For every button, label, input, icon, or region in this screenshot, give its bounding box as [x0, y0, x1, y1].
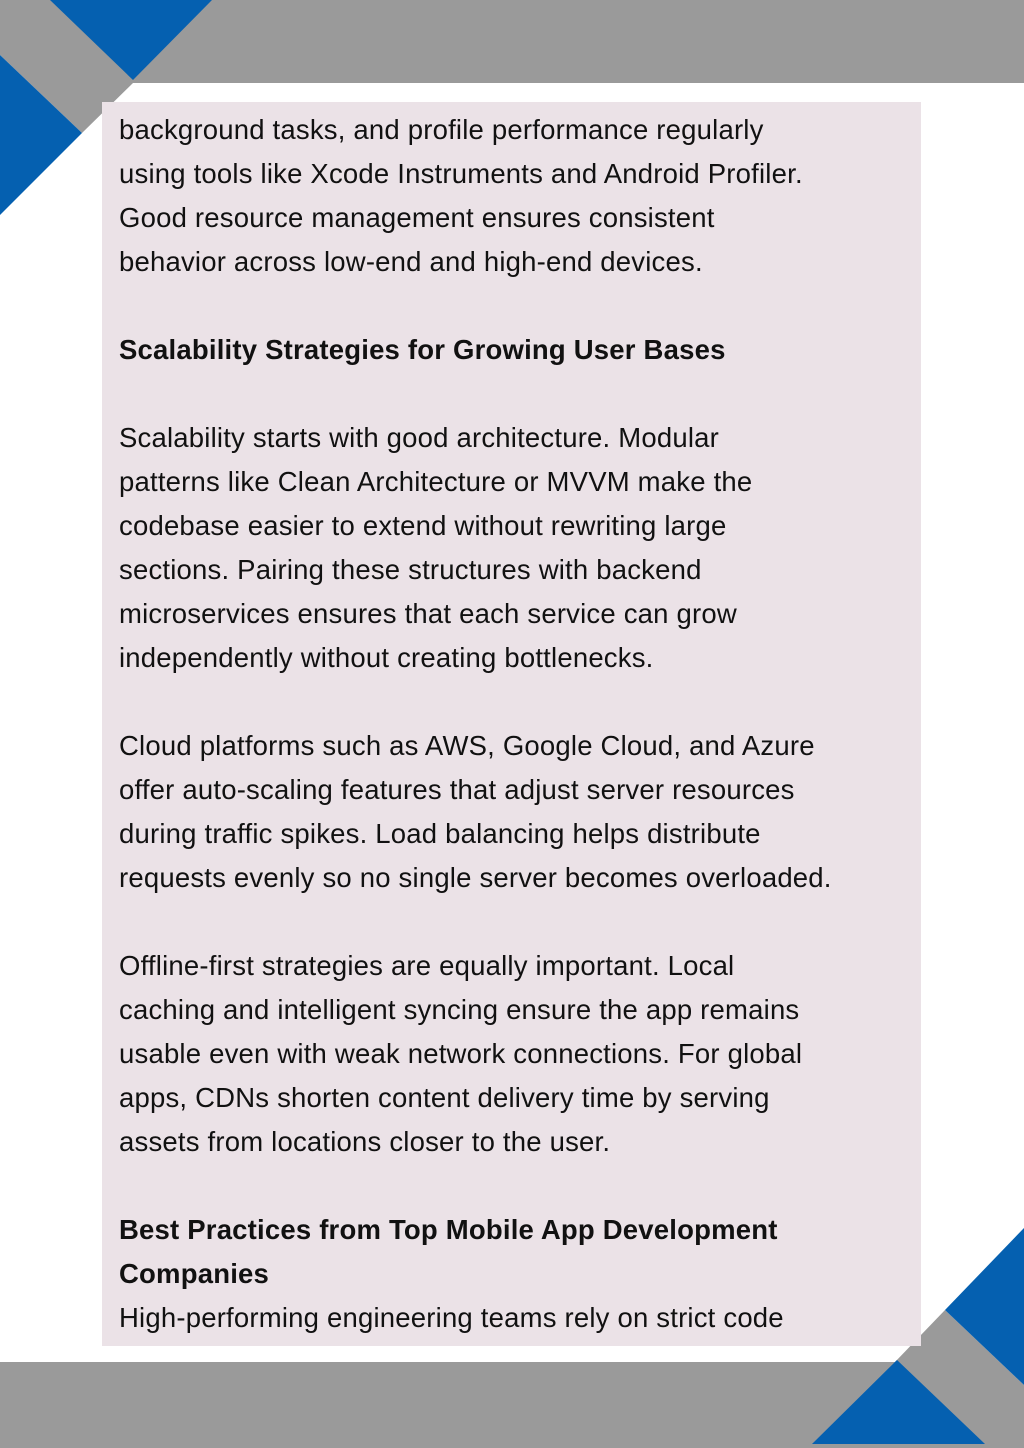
section-heading: Companies: [119, 1258, 270, 1289]
paragraph-line: using tools like Xcode Instruments and Android Profiler.: [119, 158, 803, 189]
section-heading: Scalability Strategies for Growing User Bases: [119, 334, 726, 365]
paragraph-line: Cloud platforms such as AWS, Google Cloud, and Azure: [119, 730, 815, 761]
paragraph-line: apps, CDNs shorten content delivery time by serving: [119, 1082, 770, 1113]
paragraph-line: independently without creating bottlenecks.: [119, 642, 654, 673]
article-text: [119, 108, 919, 1340]
paragraph-line: patterns like Clean Architecture or MVVM make the: [119, 466, 753, 497]
blank-line: [119, 680, 919, 724]
paragraph-line: offer auto-scaling features that adjust server resources: [119, 774, 795, 805]
paragraph-line: assets from locations closer to the user.: [119, 1126, 611, 1157]
paragraph-line: High-performing engineering teams rely on strict code: [119, 1302, 784, 1333]
paragraph-line: Offline-first strategies are equally important. Local: [119, 950, 735, 981]
paragraph-line: microservices ensures that each service can grow: [119, 598, 737, 629]
blank-line: [119, 1164, 919, 1208]
paragraph-line: Good resource management ensures consistent: [119, 202, 715, 233]
paragraph-line: during traffic spikes. Load balancing helps distribute: [119, 818, 761, 849]
paragraph-line: requests evenly so no single server becomes overloaded.: [119, 862, 832, 893]
blank-line: [119, 372, 919, 416]
paragraph-line: behavior across low-end and high-end devices.: [119, 246, 703, 277]
paragraph-line: caching and intelligent syncing ensure the app remains: [119, 994, 800, 1025]
paragraph-line: codebase easier to extend without rewriting large: [119, 510, 727, 541]
paragraph-line: usable even with weak network connections. For global: [119, 1038, 803, 1069]
paragraph-line: sections. Pairing these structures with backend: [119, 554, 702, 585]
paragraph-line: background tasks, and profile performance regularly: [119, 114, 764, 145]
section-heading: Best Practices from Top Mobile App Development: [119, 1214, 778, 1245]
paragraph-line: Scalability starts with good architecture. Modular: [119, 422, 719, 453]
blank-line: [119, 284, 919, 328]
blank-line: [119, 900, 919, 944]
